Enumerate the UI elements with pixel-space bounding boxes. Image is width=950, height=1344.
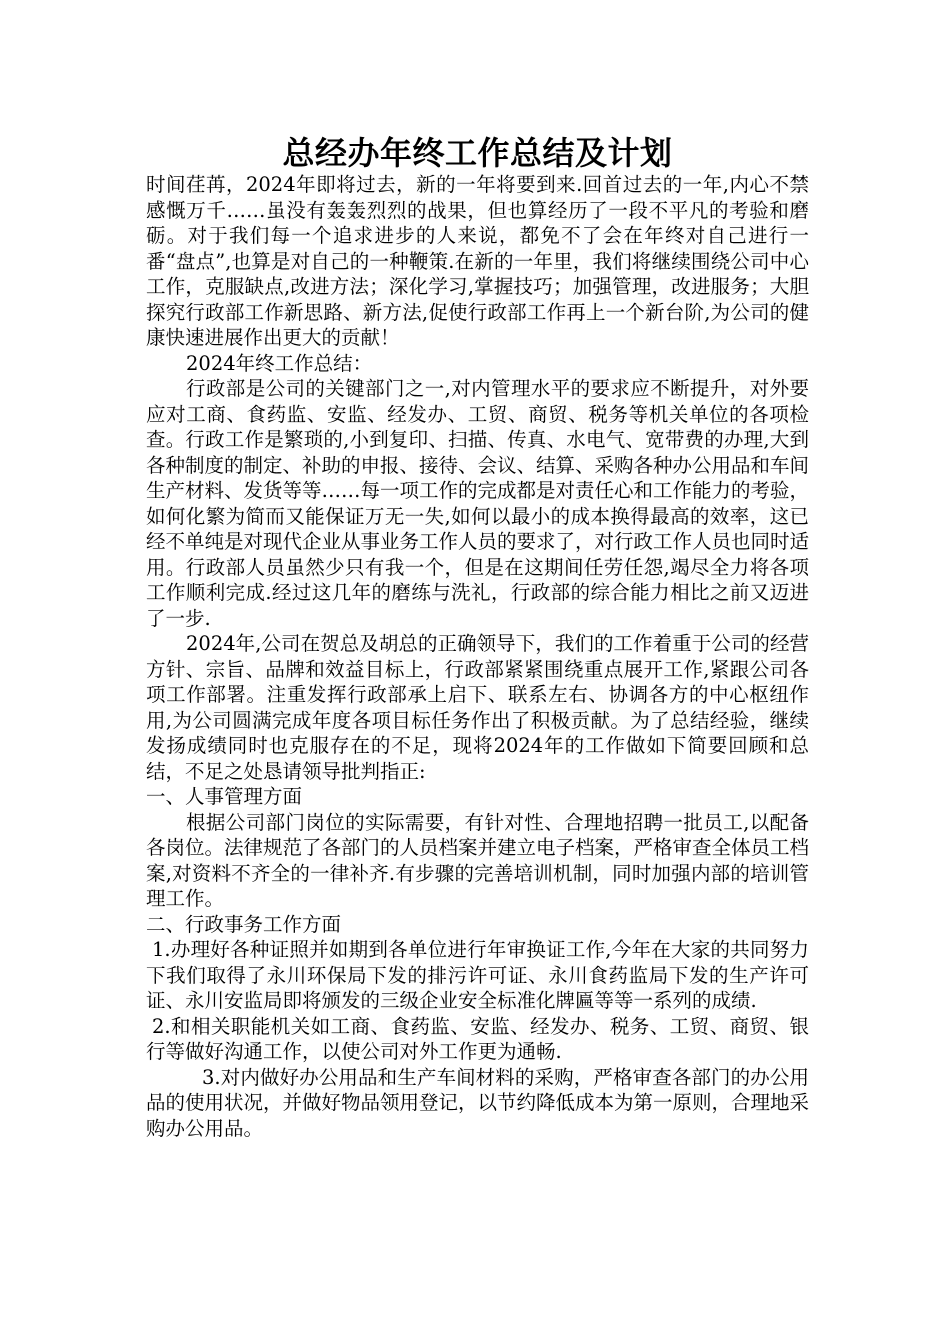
paragraph-hr: 根据公司部门岗位的实际需要，有针对性、合理地招聘一批员工,以配备各岗位。法律规范了各部门的人员档案并建立电子档案，严格审查全体员工档案,对资料不齐全的一律补齐.有步骤的完善培训机制，同时加强内部的培训管理工作。 [146,810,810,910]
section-heading-hr: 一、人事管理方面 [146,785,303,808]
list-item-3: 3.对内做好办公用品和生产车间材料的采购，严格审查各部门的办公用品的使用状况，并做好物品领用登记，以节约降低成本为第一原则，合理地采购办公用品。 [146,1065,810,1140]
document-body [146,172,809,1141]
paragraph-intro: 时间荏苒，2024年即将过去，新的一年将要到来.回首过去的一年,内心不禁感慨万千……虽没有轰轰烈烈的战果，但也算经历了一段不平凡的考验和磨砺。对于我们每一个追求进步的人来说，都免不了会在年终对自己进行一番“盘点”,也算是对自己的一种鞭策.在新的一年里，我们将继续围绕公司中心工作，克服缺点,改进方法；深化学习,掌握技巧；加强管理，改进服务；大胆探究行政部工作新思路、新方法,促使行政部工作再上一个新台阶,为公司的健康快速进展作出更大的贡献！ [146,173,809,349]
section-heading-admin-affairs: 二、行政事务工作方面 [146,912,342,936]
paragraph-year-review: 2024年,公司在贺总及胡总的正确领导下，我们的工作着重于公司的经营方针、宗旨、品牌和效益目标上，行政部紧紧围绕重点展开工作,紧跟公司各项工作部署。注重发挥行政部承上启下、联系左右、协调各方的中心枢纽作用,为公司圆满完成年度各项目标任务作出了积极贡献。为了总结经验，继续发扬成绩同时也克服存在的不足，现将2024年的工作做如下简要回顾和总结，不足之处恳请领导批判指正: [146,632,809,783]
list-item-2: 2.和相关职能机关如工商、食药监、安监、经发办、税务、工贸、商贸、银行等做好沟通工作，以使公司对外工作更为通畅. [146,1014,809,1063]
list-item-1: 1.办理好各种证照并如期到各单位进行年审换证工作,今年在大家的共同努力下我们取得了永川环保局下发的排污许可证、永川食药监局下发的生产许可证、永川安监局即将颁发的三级企业安全标准化牌匾等等一系列的成绩. [146,938,809,1012]
document-title: 总经办年终工作总结及计划 [282,134,673,172]
paragraph-admin-role: 行政部是公司的关键部门之一,对内管理水平的要求应不断提升，对外要应对工商、食药监、安监、经发办、工贸、商贸、税务等机关单位的各项检查。行政工作是繁琐的,小到复印、扫描、传真、水电气、宽带费的办理,大到各种制度的制定、补助的申报、接待、会议、结算、采购各种办公用品和车间生产材料、发货等等……每一项工作的完成都是对责任心和工作能力的考验，如何化繁为简而又能保证万无一失,如何以最小的成本换得最高的效率，这已经不单纯是对现代企业从事业务工作人员的要求了，对行政工作人员也同时适用。行政部人员虽然少只有我一个，但是在这期间任劳任怨,竭尽全力将各项工作顺利完成.经过这几年的磨练与洗礼，行政部的综合能力相比之前又迈进了一步. [146,377,810,630]
document-page [146,134,809,1141]
section-heading-summary: 2024年终工作总结： [186,351,373,375]
